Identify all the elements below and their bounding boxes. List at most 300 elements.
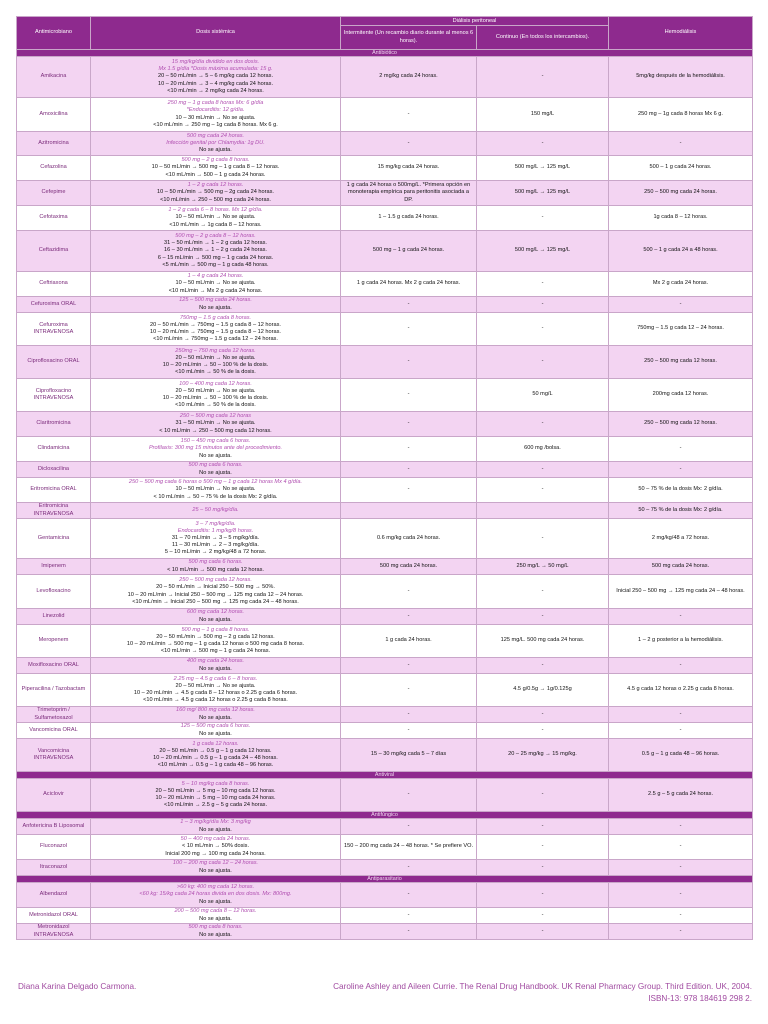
drug-name: Aciclovir: [17, 779, 91, 812]
intermitente-cell: [341, 503, 477, 519]
drug-name: Cefuroxima ORAL: [17, 297, 91, 313]
dose-cell: [91, 519, 341, 559]
hemodialisis-cell: 50 – 75 % de la dosis Mx: 2 g/día.: [609, 503, 753, 519]
table-row: [17, 462, 753, 478]
intermitente-cell: 15 mg/kg cada 24 horas.: [341, 156, 477, 181]
header-dialisis: Diálisis peritoneal: [341, 17, 609, 26]
header-antimicrobiano: Antimicrobiano: [17, 17, 91, 50]
hemodialisis-cell: 1g cada 8 – 12 horas.: [609, 206, 753, 231]
dose-line: 500 mg – 1 g cada 8 horas.: [181, 626, 250, 633]
continuo-cell: -: [477, 412, 609, 437]
intermitente-cell: 15 – 30 mg/kg cada 5 – 7 días: [341, 739, 477, 772]
dose-line: <10 mL/min → 1g cada 8 – 12 horas.: [169, 221, 262, 228]
dose-line: <10 mL/min → 4.5 g cada 12 horas o 2.25 g cada 8 horas.: [143, 697, 288, 704]
table-row: [17, 658, 753, 674]
continuo-cell: -: [477, 924, 609, 940]
header-dosis: Dosis sistémica: [91, 17, 341, 50]
dose-cell: [91, 625, 341, 658]
continuo-cell: -: [477, 723, 609, 739]
table-row: [17, 231, 753, 272]
dose-line: 500 mg – 2 g cada 8 – 12 horas.: [175, 233, 256, 240]
table-row: [17, 625, 753, 658]
hemodialisis-cell: 50 – 75 % de la dosis Mx: 2 g/día.: [609, 478, 753, 503]
table-row: [17, 609, 753, 625]
dose-line: 10 – 30 mL/min → No se ajusta.: [175, 114, 256, 121]
dose-cell: [91, 739, 341, 772]
dose-line: <10 mL/min → 50 % de la dosis.: [175, 369, 256, 376]
dose-line: 31 – 50 mL/min → No se ajusta.: [175, 420, 256, 427]
table-row: [17, 559, 753, 575]
dose-line: 11 – 30 mL/min → 2 – 3 mg/kg/día.: [172, 542, 259, 549]
dose-line: <10 mL/min → Inicial 250 – 500 mg → 125 mg cada 24 – 48 horas.: [132, 598, 299, 605]
dose-cell: [91, 379, 341, 412]
intermitente-cell: -: [341, 707, 477, 723]
intermitente-cell: 0.6 mg/kg cada 24 horas.: [341, 519, 477, 559]
dose-line: 10 – 20 mL/min → 50 – 100 % de la dosis.: [162, 395, 269, 401]
dose-line: < 10 mL/min → 50% dosis.: [182, 843, 249, 850]
dose-line: 250mg – 750 mg cada 12 horas.: [175, 347, 256, 354]
section-row: [17, 50, 753, 57]
dose-cell: [91, 819, 341, 835]
continuo-cell: -: [477, 658, 609, 674]
drug-name: Cefepime: [17, 181, 91, 206]
intermitente-cell: 2 mg/kg cada 24 horas.: [341, 57, 477, 98]
dose-line: <10 mL/min → 2 mg/kg cada 24 horas.: [167, 87, 264, 94]
table-row: [17, 860, 753, 876]
dose-cell: [91, 835, 341, 860]
dose-line: 20 – 50 mL/min → 0.5 g – 1 g cada 12 horas.: [159, 747, 272, 754]
drug-name: Amoxicilina: [17, 98, 91, 132]
intermitente-cell: -: [341, 674, 477, 707]
dose-line: 500 mg cada 8 horas.: [188, 924, 243, 931]
hemodialisis-cell: 5mg/kg después de la hemodiálisis.: [609, 57, 753, 98]
continuo-cell: -: [477, 779, 609, 812]
drug-name: Trimetoprim / Sulfametoxazol: [17, 707, 91, 723]
dose-line: No se ajusta.: [199, 147, 232, 154]
drug-name: Vancomicina ORAL: [17, 723, 91, 739]
dose-line: 400 mg cada 24 horas.: [186, 658, 245, 665]
table-row: [17, 313, 753, 346]
dose-line: 1 – 2 g cada 6 – 8 horas. Mx 12 g/día.: [168, 207, 263, 214]
section-title: Antiparasitario: [17, 876, 753, 883]
section-title: Antiviral: [17, 772, 753, 779]
continuo-cell: 150 mg/L: [477, 98, 609, 132]
continuo-cell: -: [477, 57, 609, 98]
drug-name: Eritromicina ORAL: [17, 478, 91, 503]
dose-line: 200 – 500 mg cada 8 – 12 horas.: [174, 908, 257, 915]
section-row: [17, 812, 753, 819]
continuo-cell: 250 mg/L → 50 mg/L: [477, 559, 609, 575]
hemodialisis-cell: 250 mg – 1g cada 8 horas Mx 6 g.: [609, 98, 753, 132]
drug-name: Fluconazol: [17, 835, 91, 860]
table-row: [17, 883, 753, 908]
dose-line: 10 – 20 mL/min → 0.5 g – 1 g cada 24 – 48 horas.: [153, 755, 278, 761]
intermitente-cell: -: [341, 297, 477, 313]
intermitente-cell: -: [341, 860, 477, 876]
drug-name: Gentamicina: [17, 519, 91, 559]
dose-cell: [91, 478, 341, 503]
drug-name: Linezolid: [17, 609, 91, 625]
table-row: [17, 519, 753, 559]
section-row: [17, 772, 753, 779]
dose-cell: [91, 181, 341, 206]
continuo-cell: 600 mg /bolsa.: [477, 437, 609, 462]
drug-name: Ceftazidima: [17, 231, 91, 272]
dose-line: 250 – 500 mg cada 12 horas: [179, 413, 252, 420]
dose-line: No se ajusta.: [199, 730, 232, 737]
dose-line: >60 kg: 400 mg cada 12 horas.: [176, 884, 255, 891]
dose-cell: [91, 503, 341, 519]
dose-line: 125 – 500 mg cada 6 horas.: [180, 723, 251, 730]
intermitente-cell: 1 g cada 24 horas o 500mg/L. *Primera opción en monoterapia empírica para peritonitis asociada a DP.: [341, 181, 477, 206]
dose-cell: [91, 860, 341, 876]
drug-name: Ciprofloxacino INTRAVENOSA: [17, 379, 91, 412]
dose-line: < 10 mL/min → 250 – 500 mg cada 12 horas.: [159, 427, 272, 434]
dose-line: 150 – 450 mg cada 6 horas.: [180, 438, 251, 445]
intermitente-cell: 150 – 200 mg cada 24 – 48 horas. * Se prefiere VO.: [341, 835, 477, 860]
dose-line: 20 – 50 mL/min → No se ajusta.: [175, 354, 256, 361]
header-continuo: Continuo (En todos los intercambios).: [477, 26, 609, 50]
dose-line: 10 – 20 mL/min → 500 mg – 1 g cada 12 horas o 500 mg cada 8 horas.: [126, 641, 305, 647]
drug-name: Eritromicina INTRAVENOSA: [17, 503, 91, 519]
intermitente-cell: -: [341, 924, 477, 940]
intermitente-cell: -: [341, 819, 477, 835]
table-row: [17, 478, 753, 503]
intermitente-cell: -: [341, 883, 477, 908]
dose-line: 20 – 50 mL/min → Inicial 250 – 500 mg → 50%.: [156, 584, 275, 591]
hemodialisis-cell: -: [609, 908, 753, 924]
section-title: Antifúngico: [17, 812, 753, 819]
drug-name: Cefazolina: [17, 156, 91, 181]
continuo-cell: 20 – 25 mg/kg → 15 mg/kg.: [477, 739, 609, 772]
intermitente-cell: -: [341, 462, 477, 478]
drug-name: Claritromicina: [17, 412, 91, 437]
header-intermitente: Intermitente (Un recambio diario durante al menos 6 horas).: [341, 26, 477, 50]
hemodialisis-cell: -: [609, 860, 753, 876]
table-row: [17, 57, 753, 98]
hemodialisis-cell: 4.5 g cada 12 horas o 2.25 g cada 8 horas.: [609, 674, 753, 707]
dose-line: 125 – 500 mg cada 24 horas.: [179, 297, 252, 304]
intermitente-cell: 1 g cada 24 horas.: [341, 625, 477, 658]
hemodialisis-cell: 250 – 500 mg cada 12 horas.: [609, 346, 753, 379]
hemodialisis-cell: 0.5 g – 1 g cada 48 – 96 horas.: [609, 739, 753, 772]
drug-name: Vancomicina INTRAVENOSA: [17, 739, 91, 772]
dose-line: 3 – 7 mg/kg/día.: [195, 520, 236, 527]
intermitente-cell: -: [341, 908, 477, 924]
section-title: Antibiótico: [17, 50, 753, 57]
dose-line: 10 – 50 mL/min → 500 mg – 1 g cada 8 – 12 horas.: [151, 164, 280, 171]
drug-name: Cefotaxima: [17, 206, 91, 231]
drug-name: Albendazol: [17, 883, 91, 908]
intermitente-cell: 1 g cada 24 horas. Mx 2 g cada 24 horas.: [341, 272, 477, 297]
dose-line: No se ajusta.: [199, 714, 232, 721]
table-row: [17, 346, 753, 379]
dose-line: <5 mL/min → 500 mg – 1 g cada 48 horas.: [162, 261, 269, 268]
hemodialisis-cell: Mx 2 g cada 24 horas.: [609, 272, 753, 297]
dose-cell: [91, 674, 341, 707]
continuo-cell: -: [477, 462, 609, 478]
drug-name: Piperacilina / Tazobactam: [17, 674, 91, 707]
footer-reference-text: Caroline Ashley and Aileen Currie. The Renal Drug Handbook. UK Renal Pharmacy Group. Third Edition. UK, 2004.: [333, 982, 752, 991]
footer-isbn: ISBN-13: 978 184619 298 2.: [648, 994, 752, 1003]
table-row: [17, 156, 753, 181]
continuo-cell: -: [477, 575, 609, 609]
table-row: [17, 503, 753, 519]
intermitente-cell: -: [341, 723, 477, 739]
dose-line: 5 – 10 mL/min → 2 mg/kg/48 a 72 horas.: [164, 549, 267, 556]
dose-line: No se ajusta.: [199, 931, 232, 938]
dose-line: 1 – 3 mg/kg/día Mx: 3 mg/kg: [180, 819, 251, 826]
hemodialisis-cell: -: [609, 297, 753, 313]
dose-line: 250 – 500 mg cada 12 horas.: [179, 577, 252, 584]
continuo-cell: [477, 503, 609, 519]
dose-cell: [91, 313, 341, 346]
dose-line: 100 – 200 mg cada 12 – 24 horas.: [172, 860, 259, 867]
drug-name: Amikacina: [17, 57, 91, 98]
dose-line: 600 mg cada 12 horas.: [186, 609, 245, 616]
continuo-cell: -: [477, 883, 609, 908]
table-row: [17, 437, 753, 462]
dose-line: 50 – 400 mg cada 24 horas.: [180, 836, 251, 843]
dose-line: 10 – 50 mL/min → No se ajusta.: [175, 486, 256, 493]
dose-line: No se ajusta.: [199, 915, 232, 922]
table-row: [17, 98, 753, 132]
table-row: [17, 924, 753, 940]
dose-cell: [91, 231, 341, 272]
continuo-cell: 500 mg/L → 125 mg/L: [477, 181, 609, 206]
continuo-cell: -: [477, 908, 609, 924]
intermitente-cell: -: [341, 313, 477, 346]
drug-name: Azitromicina: [17, 132, 91, 156]
intermitente-cell: 500 mg – 1 g cada 24 horas.: [341, 231, 477, 272]
continuo-cell: -: [477, 819, 609, 835]
hemodialisis-cell: 250 – 500 mg cada 12 horas.: [609, 412, 753, 437]
table-row: [17, 819, 753, 835]
dose-line: Mx 1.5 g/día *Dosis máxima acumulada: 15 g.: [158, 66, 273, 73]
intermitente-cell: -: [341, 575, 477, 609]
dose-line: 20 – 50 mL/min → 5 mg – 10 mg cada 12 horas.: [155, 787, 276, 794]
dose-line: 250 mg – 1 g cada 8 horas Mx: 6 g/día: [167, 100, 264, 107]
dose-line: 1 g cada 12 horas.: [192, 740, 239, 747]
hemodialisis-cell: 200mg cada 12 horas.: [609, 379, 753, 412]
intermitente-cell: -: [341, 478, 477, 503]
hemodialisis-cell: -: [609, 707, 753, 723]
dose-line: 10 – 20 mL/min → 5 mg – 10 mg cada 24 horas.: [155, 795, 276, 801]
dose-line: 20 – 50 mL/min → No se ajusta.: [175, 387, 256, 394]
table-row: [17, 575, 753, 609]
dose-line: 1 – 2 g cada 12 horas.: [187, 182, 244, 189]
dose-cell: [91, 272, 341, 297]
dose-cell: [91, 707, 341, 723]
continuo-cell: -: [477, 272, 609, 297]
table-row: [17, 181, 753, 206]
table-row: [17, 412, 753, 437]
dose-line: 250 – 500 mg cada 6 horas o 500 mg – 1 g cada 12 horas Mx 4 g/día.: [128, 479, 303, 486]
dose-line: 10 – 20 mL/min → Inicial 250 – 500 mg → 125 mg cada 12 – 24 horas.: [127, 591, 304, 598]
dose-line: 500 mg – 2 g cada 8 horas.: [181, 157, 250, 164]
continuo-cell: -: [477, 478, 609, 503]
dose-line: 500 mg cada 6 horas.: [188, 462, 243, 469]
table-row: [17, 379, 753, 412]
drug-name: Metronidazol ORAL: [17, 908, 91, 924]
dose-line: 20 – 50 mL/min → 750mg – 1.5 g cada 8 – 12 horas.: [150, 321, 281, 328]
dose-line: 750mg – 1.5 g cada 8 horas.: [179, 314, 252, 321]
dose-line: < 10 mL/min → 50 – 75 % de la dosis Mx: 2 g/día.: [153, 493, 278, 500]
dose-line: 25 – 50 mg/kg/día.: [192, 506, 239, 513]
dose-line: 5 – 10 mg/kg cada 8 horas.: [181, 780, 250, 787]
dose-line: 10 – 20 mL/min → 4.5 g cada 8 – 12 horas o 2.25 g cada 6 horas.: [133, 690, 298, 696]
continuo-cell: -: [477, 297, 609, 313]
dose-cell: [91, 297, 341, 313]
dose-line: 500 mg cada 6 horas.: [188, 559, 243, 566]
table-row: [17, 674, 753, 707]
dose-line: 1 – 4 g cada 24 horas.: [187, 273, 244, 280]
dose-line: 31 – 50 mL/min → 1 – 2 g cada 12 horas.: [164, 240, 267, 247]
table-row: [17, 908, 753, 924]
table-row: [17, 206, 753, 231]
dose-line: *Endocarditis: 12 g/día.: [186, 107, 245, 114]
drug-name: Moxifloxacino ORAL: [17, 658, 91, 674]
intermitente-cell: -: [341, 379, 477, 412]
dose-line: No se ajusta.: [199, 452, 232, 459]
dose-line: 10 – 50 mL/min → No se ajusta.: [175, 280, 256, 287]
dose-line: No se ajusta.: [199, 616, 232, 623]
dose-line: No se ajusta.: [199, 898, 232, 905]
drug-name: Anfotericina B Liposomal: [17, 819, 91, 835]
intermitente-cell: -: [341, 437, 477, 462]
drug-name: Clindamicina: [17, 437, 91, 462]
dose-cell: [91, 609, 341, 625]
hemodialisis-cell: -: [609, 924, 753, 940]
continuo-cell: -: [477, 835, 609, 860]
dose-line: No se ajusta.: [199, 826, 232, 833]
continuo-cell: 4.5 g/0.5g → 1g/0.125g: [477, 674, 609, 707]
dose-line: <10 mL/min → Mx 2 g cada 24 horas.: [168, 287, 263, 294]
dose-line: <10 mL/min → 750mg – 1.5 g cada 12 – 24 horas.: [153, 336, 278, 343]
dose-line: 6 – 15 mL/min → 500 mg – 1 g cada 24 horas.: [157, 254, 274, 261]
drug-name: Cefuroxima INTRAVENOSA: [17, 313, 91, 346]
continuo-cell: -: [477, 132, 609, 156]
dose-line: 100 – 400 mg cada 12 horas.: [179, 380, 252, 387]
table-row: [17, 739, 753, 772]
dose-line: <10 mL/min → 2.5 g – 5 g cada 24 horas.: [163, 802, 268, 809]
continuo-cell: 500 mg/L → 125 mg/L: [477, 231, 609, 272]
table-row: [17, 835, 753, 860]
dose-line: 20 – 50 mL/min → 5 – 6 mg/kg cada 12 horas.: [157, 73, 274, 80]
dose-line: 15 mg/kg/día dividido en dos dosis.: [171, 59, 260, 66]
dose-line: 10 – 50 mL/min → No se ajusta.: [175, 214, 256, 221]
dose-line: 10 – 20 mL/min → 3 – 4 mg/kg cada 24 horas.: [157, 80, 274, 87]
continuo-cell: -: [477, 313, 609, 346]
hemodialisis-cell: Inicial 250 – 500 mg → 125 mg cada 24 – 48 horas.: [609, 575, 753, 609]
dose-line: <10 mL/min → 250 mg – 1g cada 8 horas. Mx 6 g.: [153, 121, 278, 128]
hemodialisis-cell: 1 – 2 g posterior a la hemodiálisis.: [609, 625, 753, 658]
hemodialisis-cell: -: [609, 723, 753, 739]
dosing-table: [16, 16, 753, 940]
dose-line: 160 mg/ 800 mg cada 12 horas.: [176, 707, 255, 714]
hemodialisis-cell: -: [609, 658, 753, 674]
dose-line: Endocarditis: 1 mg/kg/8 horas.: [177, 527, 254, 534]
drug-name: Levofloxacino: [17, 575, 91, 609]
hemodialisis-cell: 750mg – 1.5 g cada 12 – 24 horas.: [609, 313, 753, 346]
drug-name: Itraconazol: [17, 860, 91, 876]
hemodialisis-cell: -: [609, 437, 753, 462]
dose-cell: [91, 908, 341, 924]
dose-cell: [91, 206, 341, 231]
dose-line: 20 – 50 mL/min → 500 mg – 2 g cada 12 horas.: [156, 633, 275, 640]
table-row: [17, 297, 753, 313]
hemodialisis-cell: 2 mg/kg/48 a 72 horas.: [609, 519, 753, 559]
continuo-cell: -: [477, 860, 609, 876]
dose-cell: [91, 132, 341, 156]
continuo-cell: -: [477, 707, 609, 723]
dose-cell: [91, 412, 341, 437]
dose-line: Inicial 200 mg → 100 mg cada 24 horas.: [165, 850, 266, 857]
dose-line: Profilaxis: 300 mg 15 minutos ante del procedimiento.: [148, 445, 283, 452]
intermitente-cell: -: [341, 609, 477, 625]
dose-line: No se ajusta.: [199, 867, 232, 874]
drug-name: Meropenem: [17, 625, 91, 658]
dose-cell: [91, 658, 341, 674]
dose-cell: [91, 57, 341, 98]
table-row: [17, 272, 753, 297]
dose-cell: [91, 575, 341, 609]
hemodialisis-cell: -: [609, 819, 753, 835]
drug-name: Metronidazol INTRAVENOSA: [17, 924, 91, 940]
dose-cell: [91, 462, 341, 478]
dose-cell: [91, 779, 341, 812]
dose-line: 10 – 50 mL/min → 500 mg – 2g cada 24 horas.: [157, 189, 274, 196]
hemodialisis-cell: 500 mg cada 24 horas.: [609, 559, 753, 575]
hemodialisis-cell: -: [609, 609, 753, 625]
hemodialisis-cell: -: [609, 462, 753, 478]
dose-cell: [91, 559, 341, 575]
section-row: [17, 876, 753, 883]
table-row: [17, 707, 753, 723]
dose-cell: [91, 98, 341, 132]
dose-line: Infección genital por Chlamydia: 1g DU.: [166, 139, 265, 146]
dose-cell: [91, 156, 341, 181]
drug-name: Imipenem: [17, 559, 91, 575]
footer-reference: [333, 981, 752, 1005]
intermitente-cell: -: [341, 346, 477, 379]
dose-cell: [91, 924, 341, 940]
dose-line: <60 kg: 15/kg cada 24 horas divida en dos dosis. Mx: 800mg.: [139, 891, 292, 898]
drug-name: Ciprofloxacino ORAL: [17, 346, 91, 379]
dose-line: 31 – 70 mL/min → 3 – 5 mg/kg/día.: [171, 534, 260, 541]
drug-name: Dicloxacilina: [17, 462, 91, 478]
dose-line: 10 – 20 mL/min → 750mg – 1.5 g cada 8 – 12 horas.: [150, 329, 281, 335]
hemodialisis-cell: 500 – 1 g cada 24 horas.: [609, 156, 753, 181]
intermitente-cell: 500 mg cada 24 horas.: [341, 559, 477, 575]
intermitente-cell: 1 – 1.5 g cada 24 horas.: [341, 206, 477, 231]
hemodialisis-cell: -: [609, 835, 753, 860]
dose-line: No se ajusta.: [199, 304, 232, 311]
continuo-cell: -: [477, 346, 609, 379]
continuo-cell: 125 mg/L. 500 mg cada 24 horas.: [477, 625, 609, 658]
dose-line: 10 – 20 mL/min → 50 – 100 % de la dosis.: [162, 362, 269, 368]
intermitente-cell: -: [341, 779, 477, 812]
drug-name: Ceftriaxona: [17, 272, 91, 297]
footer-author: Diana Karina Delgado Carmona.: [18, 982, 137, 991]
dose-cell: [91, 883, 341, 908]
dose-line: <10 mL/min → 250 – 500 mg cada 24 horas.: [160, 196, 271, 203]
dose-line: <10 mL/min → 500 – 1 g cada 24 horas.: [165, 171, 266, 178]
table-row: [17, 723, 753, 739]
dose-line: 16 – 30 mL/min → 1 – 2 g cada 24 horas.: [164, 247, 267, 254]
dose-line: 500 mg cada 24 horas.: [186, 132, 245, 139]
table-body: [17, 50, 753, 940]
